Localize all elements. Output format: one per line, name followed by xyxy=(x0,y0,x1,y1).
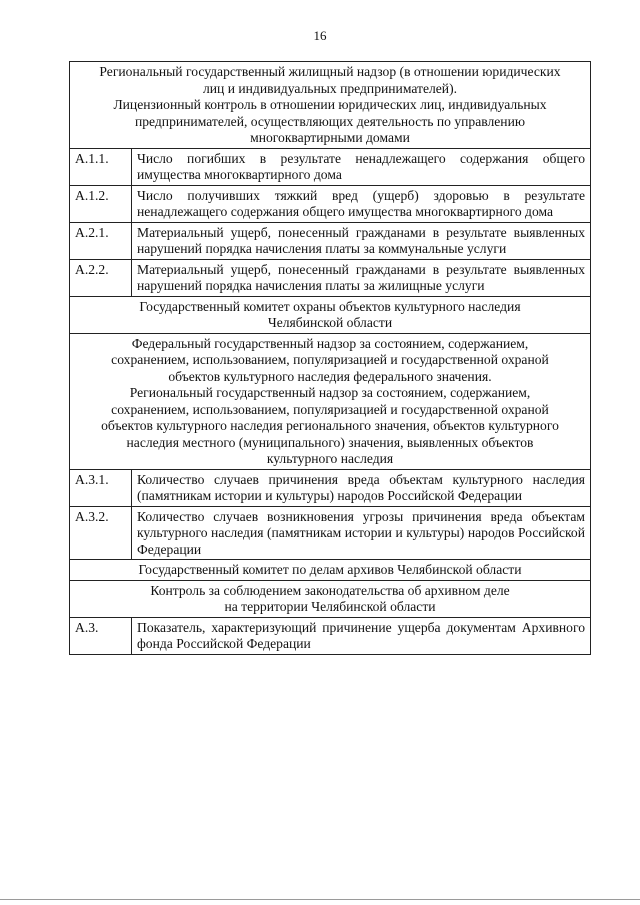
section-header-row xyxy=(70,560,591,581)
section-header-line: сохранением, использованием, популяризацией и государственной охраной xyxy=(111,401,549,417)
indicator-code: А.2.1. xyxy=(70,222,132,259)
indicator-code: А.1.1. xyxy=(70,148,132,185)
section-header xyxy=(70,580,591,617)
table-row xyxy=(70,617,591,654)
indicator-code: А.3.2. xyxy=(70,506,132,560)
indicator-description: Число погибших в результате ненадлежащего содержания общего имущества многоквартирного дома xyxy=(132,148,591,185)
section-header-line: сохранением, использованием, популяризацией и государственной охраной xyxy=(111,352,549,367)
section-header xyxy=(70,62,591,149)
section-header xyxy=(70,560,591,581)
table-row xyxy=(70,222,591,259)
section-header-line: Контроль за соблюдением законодательства об архивном деле xyxy=(150,582,510,598)
section-header-line: Региональный государственный жилищный надзор (в отношении юридических xyxy=(99,64,561,79)
section-header-line: предпринимателей, осуществляющих деятельность по управлению xyxy=(134,113,526,129)
indicators-table xyxy=(69,61,591,655)
indicator-code: А.1.2. xyxy=(70,185,132,222)
section-header-line: Государственный комитет по делам архивов Челябинской области xyxy=(138,562,522,577)
page-bottom-edge xyxy=(0,899,640,900)
section-header-line: культурного наследия xyxy=(266,451,394,466)
section-header-line: Государственный комитет охраны объектов культурного наследия xyxy=(139,298,521,314)
table-row xyxy=(70,259,591,296)
table-row xyxy=(70,506,591,560)
section-header-line: наследия местного (муниципального) значения, выявленных объектов xyxy=(126,434,534,450)
table-row xyxy=(70,469,591,506)
indicator-description: Число получивших тяжкий вред (ущерб) здоровью в результате ненадлежащего содержания общего имущества многоквартирного дома xyxy=(132,185,591,222)
indicator-description: Количество случаев причинения вреда объектам культурного наследия (памятникам истории и культуры) народов Российской Федерации xyxy=(132,469,591,506)
indicator-description: Материальный ущерб, понесенный гражданами в результате выявленных нарушений порядка начисления платы за коммунальные услуги xyxy=(132,222,591,259)
section-header-row xyxy=(70,580,591,617)
indicator-code: А.3.1. xyxy=(70,469,132,506)
indicator-code: А.3. xyxy=(70,617,132,654)
section-header-row xyxy=(70,333,591,469)
indicator-description: Количество случаев возникновения угрозы причинения вреда объектам культурного наследия (памятникам истории и культуры) народов Российской Федерации xyxy=(132,506,591,560)
table-row xyxy=(70,185,591,222)
section-header-row xyxy=(70,296,591,333)
page-number: 16 xyxy=(313,28,327,43)
section-header-line: Федеральный государственный надзор за состоянием, содержанием, xyxy=(131,335,529,351)
section-header-line: лиц и индивидуальных предпринимателей). xyxy=(202,80,458,96)
section-header xyxy=(70,333,591,469)
section-header-line: Лицензионный контроль в отношении юридических лиц, индивидуальных xyxy=(113,97,547,112)
section-header-line: Челябинской области xyxy=(267,315,393,330)
section-header xyxy=(70,296,591,333)
section-header-row xyxy=(70,62,591,149)
section-header-line: Региональный государственный надзор за состоянием, содержанием, xyxy=(129,385,531,400)
section-header-line: объектов культурного наследия регионального значения, объектов культурного xyxy=(101,418,559,433)
section-header-line: объектов культурного наследия федерального значения. xyxy=(168,368,492,384)
section-header-line: на территории Челябинской области xyxy=(224,599,436,614)
indicator-description: Материальный ущерб, понесенный гражданами в результате выявленных нарушений порядка начисления платы за жилищные услуги xyxy=(132,259,591,296)
indicator-description: Показатель, характеризующий причинение ущерба документам Архивного фонда Российской Федерации xyxy=(132,617,591,654)
section-header-line: многоквартирными домами xyxy=(250,130,410,145)
indicator-code: А.2.2. xyxy=(70,259,132,296)
table-row xyxy=(70,148,591,185)
